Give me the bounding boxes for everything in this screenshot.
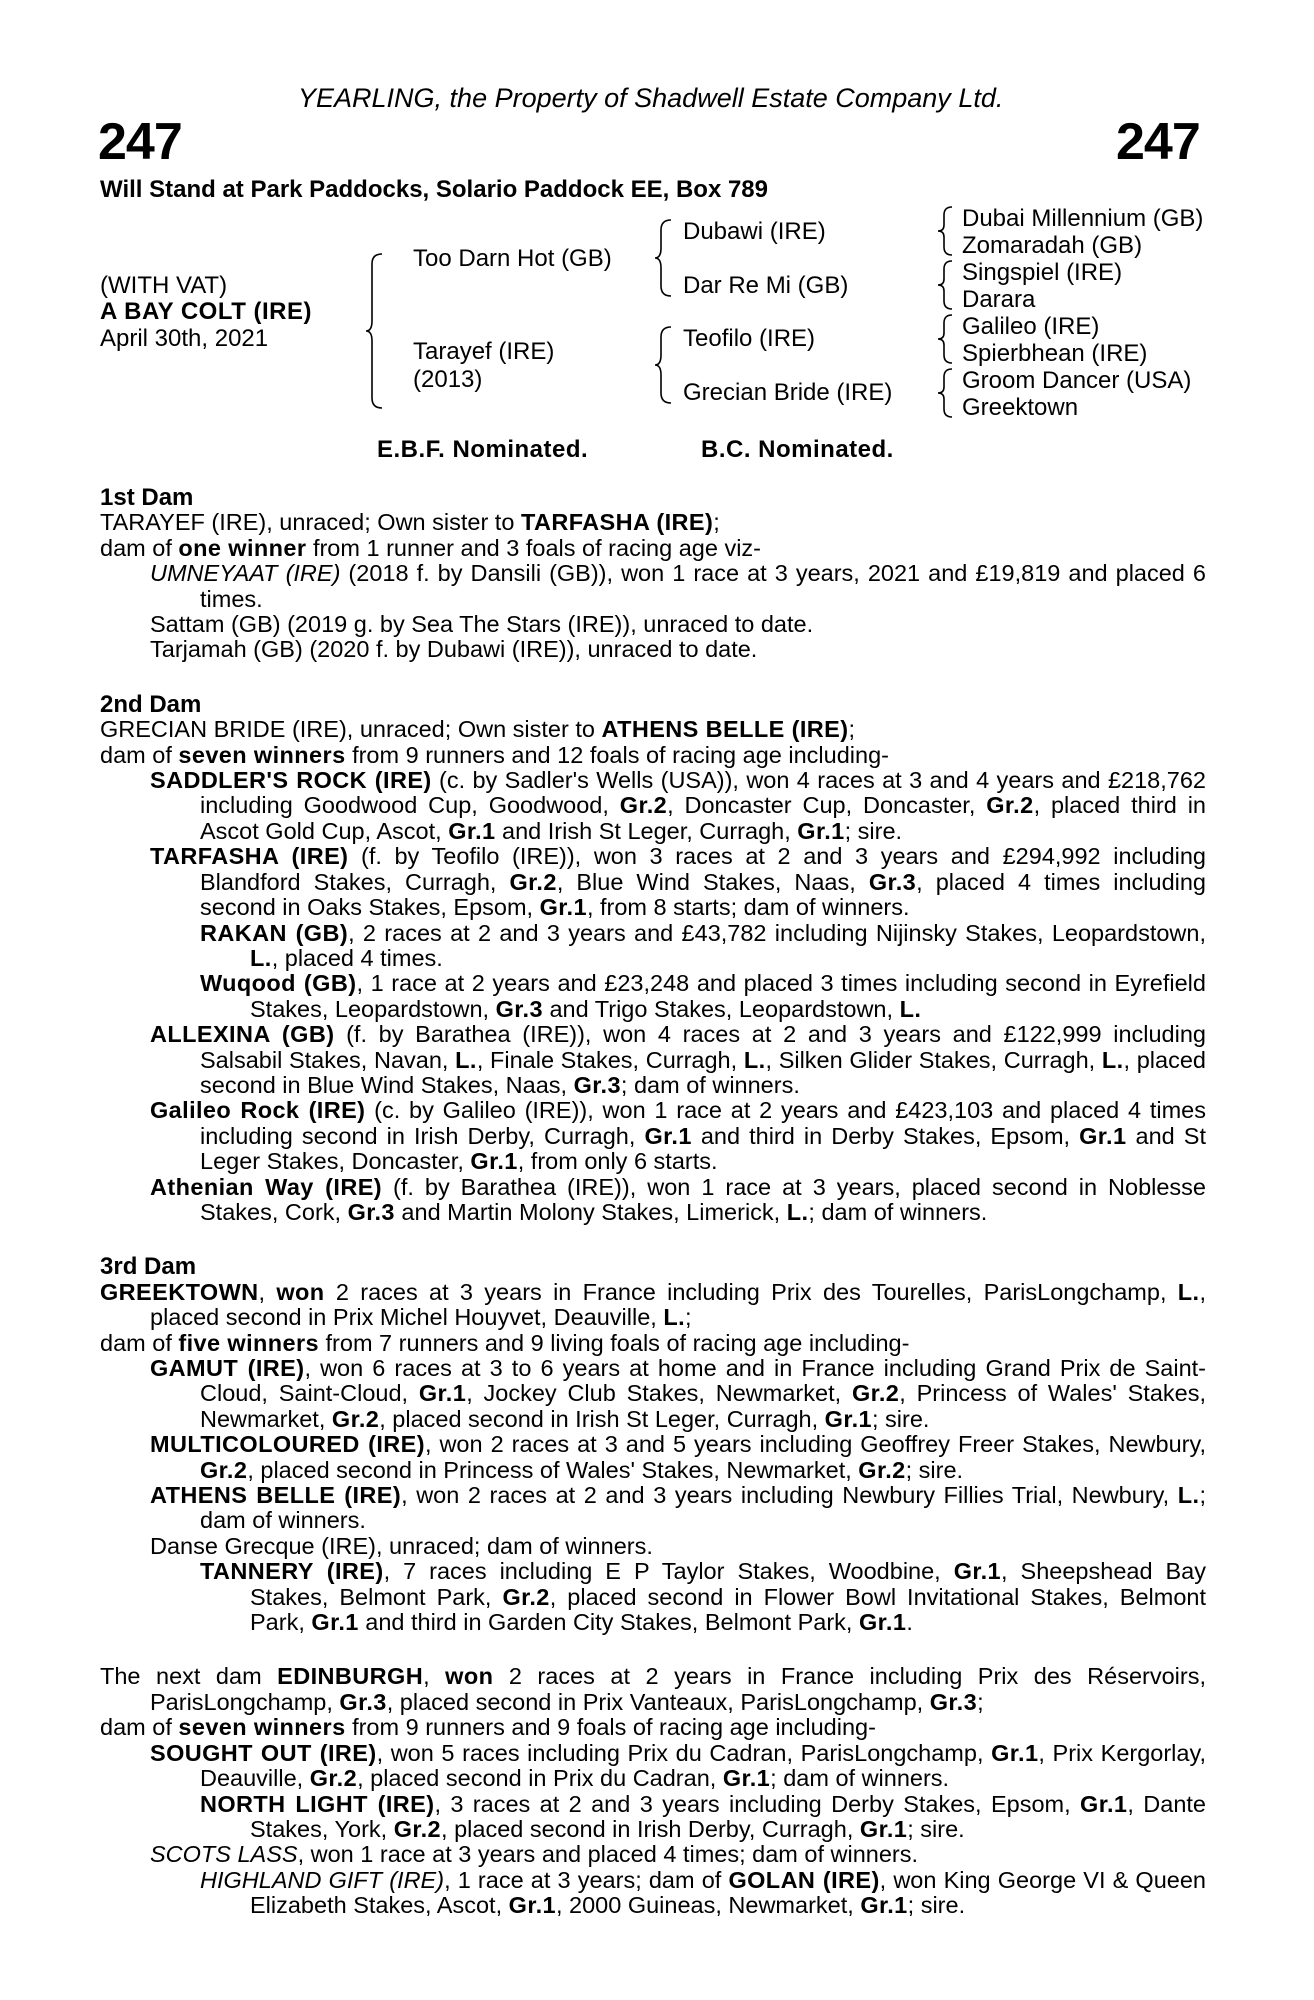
text-run: Gr.2 [331,1405,380,1432]
text-run: , placed second in Irish Derby, Curragh, [441,1815,860,1842]
text-run: Gr.3 [339,1688,387,1715]
pedigree-paragraph [100,1331,1206,1356]
dam: Tarayef (IRE) [413,338,555,365]
text-run: NORTH LIGHT (IRE) [200,1790,435,1817]
text-run: Gr.3 [495,995,543,1022]
gg-5: Galileo (IRE) [962,313,1100,340]
pedigree-paragraph [100,844,1206,920]
text-run: , won King George VI & Queen Elizabeth Stakes, Ascot, [250,1866,1206,1919]
text-run: , won 2 races at 3 and 5 years including Geoffrey Freer Stakes, Newbury, [424,1431,1206,1458]
pedigree-paragraph [100,743,1206,768]
stand-location: Will Stand at Park Paddocks, Solario Paddock EE, Box 789 [100,176,769,203]
pedigree-paragraph [100,1715,1206,1740]
text-run: , won 1 race at 3 years and placed 4 times; dam of winners. [297,1841,919,1868]
text-run: Gr.1 [470,1148,518,1175]
section-title: 1st Dam [100,484,194,511]
pedigree-paragraph [100,1098,1206,1174]
text-run: , [423,1663,446,1690]
foaling-date: April 30th, 2021 [100,325,269,352]
text-run: from 7 runners and 9 living foals of racing age including- [319,1329,910,1356]
text-run: HIGHLAND GIFT (IRE) [200,1866,445,1893]
text-run: Gr.2 [619,792,668,819]
text-run: ; sire. [907,1815,965,1842]
text-run: dam of [100,1714,179,1741]
text-run: dam of [100,534,179,561]
text-run: SCOTS LASS [150,1841,298,1868]
text-run: Gr.1 [1080,1790,1128,1817]
text-run: GRECIAN BRIDE (IRE), unraced; Own sister to [100,716,602,743]
text-run: Gr.1 [953,1558,1002,1585]
lot-number-left: 247 [98,113,182,171]
text-run: Galileo Rock (IRE) [150,1097,366,1124]
text-run: , Princess of Wales' Stakes, Newmarket, [200,1380,1206,1432]
pedigree-paragraph [100,1280,1206,1331]
text-run: UMNEYAAT (IRE) [150,560,341,587]
text-run: Gr.3 [573,1071,621,1098]
pedigree-paragraph [100,1175,1206,1226]
text-run: Gr.2 [986,792,1034,819]
text-run: Wuqood (GB) [200,970,357,997]
text-run: Gr.1 [824,1405,872,1432]
text-run: Gr.1 [644,1122,692,1149]
text-run: L. [1101,1046,1124,1073]
text-run: Gr.3 [868,868,917,895]
pedigree-paragraph [100,637,1206,662]
text-run: , placed second in Irish St Leger, Curragh, [379,1405,825,1432]
text-run: ; dam of winners. [200,1482,1206,1534]
section-title: 2nd Dam [100,690,202,718]
text-run: , placed second in Prix du Cadran, [357,1765,723,1792]
pedigree-paragraph [100,561,1206,612]
dam-year: (2013) [413,366,483,393]
brace-sire-dam [366,252,388,410]
text-run: Gr.1 [1079,1122,1127,1149]
text-run: , Dante Stakes, York, [250,1790,1206,1842]
text-run: Gr.3 [929,1688,978,1715]
dam-sire: Teofilo (IRE) [683,325,816,352]
sire-sire: Dubawi (IRE) [683,218,826,245]
text-run: GREEKTOWN [100,1278,259,1305]
text-run: , won 6 races at 3 to 6 years at home and in France including Grand Prix de Saint-Cloud, Saint-Cloud, [200,1355,1207,1407]
text-run: , 3 races at 2 and 3 years including Derby Stakes, Epsom, [434,1790,1081,1817]
text-run: , Jockey Club Stakes, Newmarket, [466,1380,852,1407]
text-run: , placed 4 times. [271,944,443,971]
sire-dam: Dar Re Mi (GB) [683,272,849,299]
section-3 [100,1254,1206,1635]
text-run: ; [848,716,855,743]
text-run: Gr.1 [797,817,845,844]
text-run: , 2000 Guineas, Newmarket, [555,1892,861,1919]
text-run: Gr.1 [418,1380,467,1407]
text-run: Gr.2 [509,868,557,895]
text-run: , placed second in Princess of Wales' Stakes, Newmarket, [247,1456,859,1483]
gg-1: Dubai Millennium (GB) [962,205,1204,232]
text-run: , won 2 races at 2 and 3 years including Newbury Fillies Trial, Newbury, [401,1482,1178,1509]
bc-nomination: B.C. Nominated. [701,436,894,463]
pedigree-paragraph [100,768,1206,844]
text-run: ATHENS BELLE (IRE) [150,1482,402,1509]
dam-dam: Grecian Bride (IRE) [683,379,893,406]
brace-gg-3 [938,313,956,365]
text-run: GAMUT (IRE) [150,1355,305,1381]
text-run: Danse Grecque (IRE), unraced; dam of winners. [150,1532,653,1559]
text-run: Gr.1 [448,817,496,844]
pedigree-paragraph [100,971,1206,1022]
text-run: ; sire. [844,817,903,844]
pedigree-paragraph [100,1432,1206,1483]
pedigree-paragraph [100,1534,1206,1559]
ebf-nomination: E.B.F. Nominated. [377,436,589,463]
text-run: ; dam of winners. [770,1765,950,1792]
text-run: ; [685,1304,692,1331]
text-run: Gr.2 [200,1456,248,1483]
text-run: won [445,1663,494,1690]
text-run: from 9 runners and 12 foals of racing age including- [345,741,889,768]
text-run: seven winners [178,1714,346,1741]
text-run: L. [899,995,922,1022]
text-run: The next dam [100,1663,278,1690]
pedigree-paragraph [100,612,1206,637]
text-run: and Irish St Leger, Curragh, [495,817,798,844]
pedigree-paragraph [100,1868,1206,1919]
text-run: Gr.1 [859,1815,908,1842]
section-4 [100,1664,1206,1918]
text-run: Gr.3 [347,1198,395,1225]
text-run: and Martin Molony Stakes, Limerick, [394,1198,787,1225]
text-run: L. [250,944,272,971]
text-run: one winner [178,534,307,561]
text-run: , from only 6 starts. [517,1148,718,1175]
lot-number-right: 247 [1116,113,1200,171]
text-run: (f. by Barathea (IRE)), won 1 race at 3 years, placed second in Noblesse Stakes, Cork, [200,1173,1207,1225]
catalogue-caption: YEARLING, the Property of Shadwell Estate Company Ltd. [298,83,1004,113]
text-run: and St Leger Stakes, Doncaster, [200,1122,1206,1175]
text-run: , placed second in Flower Bowl Invitational Stakes, Belmont Park, [250,1583,1206,1636]
text-run: , won 5 races including Prix du Cadran, ParisLongchamp, [376,1739,992,1766]
brace-gg-1 [938,205,956,257]
text-run: L. [455,1046,477,1073]
pedigree-paragraph [100,1664,1206,1715]
text-run: Tarjamah (GB) (2020 f. by Dubawi (IRE)), unraced to date. [150,636,758,663]
text-run: , placed second in Blue Wind Stakes, Naas, [200,1046,1206,1098]
text-run: , Prix Kergorlay, Deauville, [200,1739,1206,1792]
pedigree-paragraph [100,1842,1206,1867]
text-run: TARAYEF (IRE), unraced; Own sister to [100,509,521,536]
text-run: ALLEXINA (GB) [150,1021,335,1048]
text-run: Gr.1 [858,1609,907,1636]
brace-dam-parents [655,325,677,405]
text-run: , Sheepshead Bay Stakes, Belmont Park, [250,1558,1206,1610]
pedigree-paragraph [100,536,1206,561]
text-run: L. [786,1198,809,1225]
text-run: Gr.1 [508,1892,556,1919]
pedigree-paragraph [100,1792,1206,1843]
section-2 [100,692,1206,1226]
text-run: TARFASHA (IRE) [520,509,714,536]
text-run: TANNERY (IRE) [200,1558,384,1585]
text-run: seven winners [178,741,346,768]
gg-2: Zomaradah (GB) [962,232,1143,259]
text-run: EDINBURGH [277,1663,424,1690]
text-run: ; sire. [905,1456,964,1483]
text-run: L. [1177,1278,1200,1305]
text-run: (2018 f. by Dansili (GB)), won 1 race at 3 years, 2021 and £19,819 and placed 6 times. [200,560,1206,612]
text-run: and Trigo Stakes, Leopardstown, [542,995,900,1022]
text-run: ATHENS BELLE (IRE) [601,716,849,743]
text-run: (f. by Teofilo (IRE)), won 3 races at 2 and 3 years and £294,992 including Blandford Stakes, Curragh, [200,843,1207,895]
pedigree-notes [100,485,1206,1919]
gg-6: Spierbhean (IRE) [962,340,1148,367]
text-run: MULTICOLOURED (IRE) [150,1431,425,1458]
text-run: , Silken Glider Stakes, Curragh, [765,1046,1102,1073]
text-run: 2 races at 3 years in France including Prix des Tourelles, ParisLongchamp, [324,1278,1178,1305]
text-run: and third in Garden City Stakes, Belmont Park, [358,1609,859,1636]
text-run: ; dam of winners. [620,1071,800,1098]
text-run: L. [1177,1482,1200,1509]
text-run: , Blue Wind Stakes, Naas, [556,868,869,895]
text-run: Gr.1 [722,1765,771,1792]
gg-8: Greektown [962,394,1079,421]
text-run: Gr.1 [860,1892,908,1919]
text-run: TARFASHA (IRE) [150,843,349,870]
text-run: ; dam of winners. [808,1198,988,1225]
pedigree-paragraph [100,1483,1206,1534]
text-run: L. [743,1046,766,1073]
section-1 [100,485,1206,663]
text-run: Gr.2 [851,1380,900,1407]
text-run: Gr.2 [393,1815,442,1842]
text-run: L. [663,1304,686,1331]
pedigree-paragraph [100,921,1206,972]
brace-gg-2 [938,259,956,311]
text-run: SADDLER'S ROCK (IRE) [150,767,432,794]
text-run: ; sire. [872,1405,930,1432]
text-run: , placed 4 times including second in Oaks Stakes, Epsom, [200,868,1206,921]
section-title: 3rd Dam [100,1253,197,1281]
text-run: Gr.1 [539,894,587,921]
text-run: , placed third in Ascot Gold Cup, Ascot, [200,792,1206,844]
text-run: (c. by Galileo (IRE)), won 1 race at 2 years and £423,103 and placed 4 times including second in Irish Derby, Curragh, [200,1097,1206,1149]
text-run: Gr.2 [858,1456,906,1483]
text-run: Gr.1 [991,1739,1039,1766]
text-run: Sattam (GB) (2019 g. by Sea The Stars (IRE)), unraced to date. [150,611,814,638]
text-run: , 1 race at 2 years and £23,248 and placed 3 times including second in Eyrefield Stakes, Leopardstown, [250,970,1206,1022]
text-run: ; [977,1688,984,1715]
text-run: won [276,1278,325,1305]
text-run: from 9 runners and 9 foals of racing age including- [345,1714,876,1741]
text-run: . [906,1609,913,1636]
gg-3: Singspiel (IRE) [962,259,1123,286]
pedigree-paragraph [100,1356,1206,1432]
text-run: Gr.2 [309,1765,358,1792]
pedigree-paragraph [100,717,1206,742]
text-run: (c. by Sadler's Wells (USA)), won 4 races at 3 and 4 years and £218,762 including Goodwood Cup, Goodwood, [200,767,1206,819]
text-run: , 1 race at 3 years; dam of [444,1866,729,1893]
text-run: dam of [100,741,179,768]
vat-note: (WITH VAT) [100,272,228,299]
text-run: 2 races at 2 years in France including Prix des Réservoirs, ParisLongchamp, [150,1663,1207,1715]
text-run: from 1 runner and 3 foals of racing age viz- [306,534,761,561]
pedigree-paragraph [100,1741,1206,1792]
horse-name: A BAY COLT (IRE) [100,298,313,325]
pedigree-paragraph [100,1559,1206,1635]
text-run: , from 8 starts; dam of winners. [586,894,910,921]
text-run: , placed second in Prix Vanteaux, ParisLongchamp, [386,1688,930,1715]
text-run: , Finale Stakes, Curragh, [476,1046,744,1073]
brace-sire-parents [655,218,677,298]
gg-4: Darara [962,286,1036,313]
text-run: RAKAN (GB) [200,919,349,946]
text-run: , 7 races including E P Taylor Stakes, Woodbine, [383,1558,954,1585]
text-run: SOUGHT OUT (IRE) [150,1739,377,1766]
text-run: , Doncaster Cup, Doncaster, [667,792,987,819]
text-run: , [258,1278,277,1305]
text-run: and third in Derby Stakes, Epsom, [691,1122,1080,1149]
text-run: (f. by Barathea (IRE)), won 4 races at 2 and 3 years and £122,999 including Salsabil Stakes, Navan, [200,1021,1206,1073]
text-run: ; [713,509,720,536]
text-run: dam of [100,1329,179,1356]
text-run: ; sire. [907,1892,966,1919]
brace-gg-4 [938,367,956,419]
text-run: Athenian Way (IRE) [150,1173,382,1200]
text-run: five winners [178,1329,319,1356]
pedigree-paragraph [100,510,1206,535]
text-run: GOLAN (IRE) [728,1866,880,1893]
pedigree-paragraph [100,1022,1206,1098]
text-run: , 2 races at 2 and 3 years and £43,782 including Nijinsky Stakes, Leopardstown, [348,919,1206,946]
text-run: , placed second in Prix Michel Houyvet, Deauville, [150,1278,1206,1331]
text-run: Gr.2 [502,1583,550,1610]
sire: Too Darn Hot (GB) [413,245,612,272]
gg-7: Groom Dancer (USA) [962,367,1192,394]
text-run: Gr.1 [311,1609,359,1636]
